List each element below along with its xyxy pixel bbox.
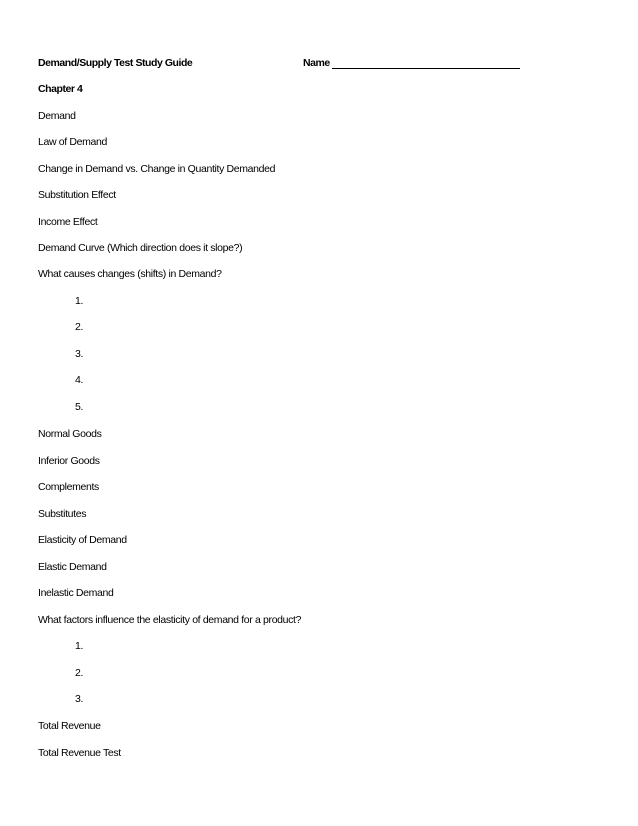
shift-list-item: 5. <box>75 401 84 413</box>
term-total-revenue-test: Total Revenue Test <box>38 747 121 759</box>
name-blank-line <box>332 68 520 69</box>
document-title: Demand/Supply Test Study Guide <box>38 57 193 69</box>
term-demand: Demand <box>38 110 76 122</box>
term-change-in-demand: Change in Demand vs. Change in Quantity Demanded <box>38 163 276 175</box>
term-elastic-demand: Elastic Demand <box>38 561 107 573</box>
question-demand-shifts: What causes changes (shifts) in Demand? <box>38 268 222 280</box>
name-label: Name <box>303 57 330 69</box>
question-elasticity-factors: What factors influence the elasticity of demand for a product? <box>38 614 302 626</box>
shift-list-item: 4. <box>75 374 84 386</box>
shift-list-item: 2. <box>75 321 84 333</box>
term-inelastic-demand: Inelastic Demand <box>38 587 114 599</box>
term-elasticity-of-demand: Elasticity of Demand <box>38 534 127 546</box>
term-normal-goods: Normal Goods <box>38 428 102 440</box>
chapter-heading: Chapter 4 <box>38 83 83 95</box>
term-substitutes: Substitutes <box>38 508 87 520</box>
term-total-revenue: Total Revenue <box>38 720 101 732</box>
term-substitution-effect: Substitution Effect <box>38 189 116 201</box>
shift-list-item: 3. <box>75 348 84 360</box>
term-complements: Complements <box>38 481 99 493</box>
term-income-effect: Income Effect <box>38 216 98 228</box>
term-inferior-goods: Inferior Goods <box>38 455 100 467</box>
elasticity-list-item: 2. <box>75 667 84 679</box>
elasticity-list-item: 3. <box>75 693 84 705</box>
elasticity-list-item: 1. <box>75 640 84 652</box>
term-demand-curve: Demand Curve (Which direction does it slope?) <box>38 242 243 254</box>
shift-list-item: 1. <box>75 295 84 307</box>
term-law-of-demand: Law of Demand <box>38 136 107 148</box>
